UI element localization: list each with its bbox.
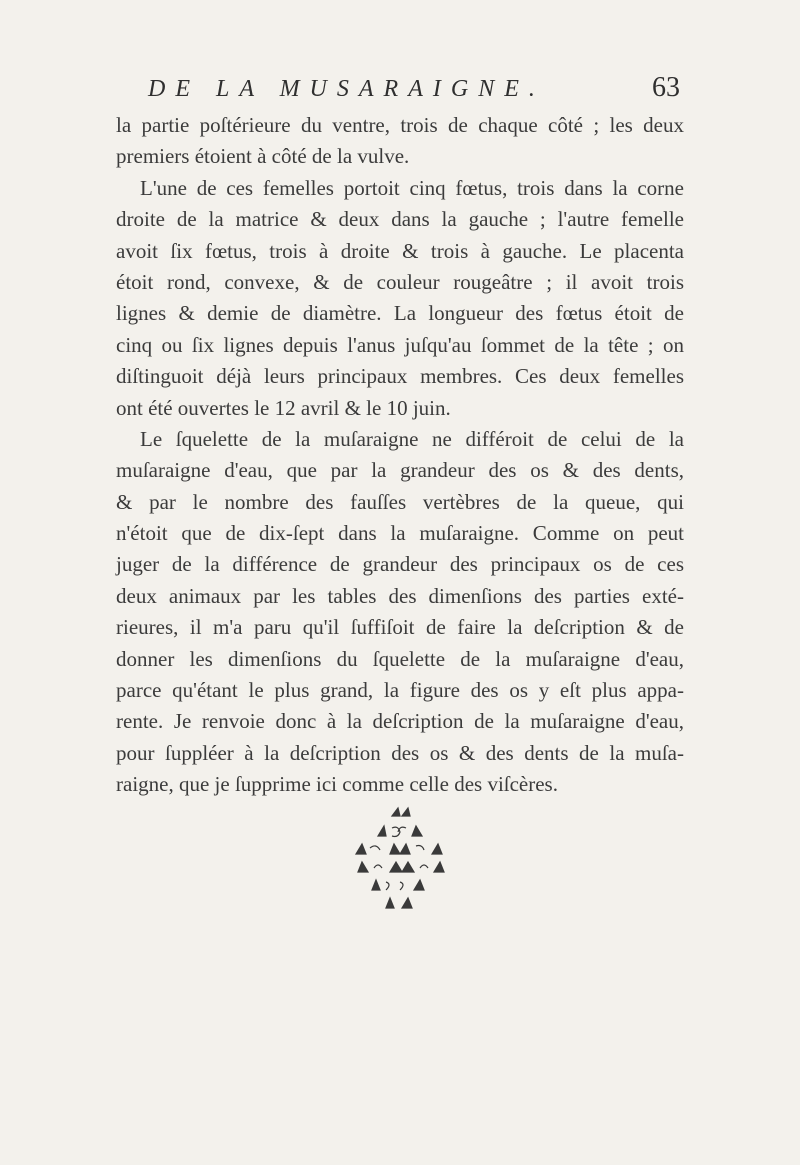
text-line: rieures, il m'a paru qu'il ſuffiſoit de faire la deſcription & de bbox=[116, 615, 684, 640]
text-line: étoit rond, convexe, & de couleur rougeâtre ; il avoit trois bbox=[116, 269, 684, 294]
text-line: ont été ouvertes le 12 avril & le 10 juin. bbox=[116, 395, 451, 420]
page-number: 63 bbox=[652, 72, 680, 103]
running-head bbox=[148, 72, 680, 112]
body-text bbox=[116, 110, 684, 801]
text-line: deux animaux par les tables des dimenſions des parties exté- bbox=[116, 583, 684, 608]
text-line: parce qu'étant le plus grand, la figure des os y eſt plus appa- bbox=[116, 678, 684, 703]
text-line: Le ſquelette de la muſaraigne ne différoit de celui de la bbox=[140, 426, 684, 451]
text-line: n'étoit que de dix-ſept dans la muſaraigne. Comme on peut bbox=[116, 521, 684, 546]
text-line: droite de la matrice & deux dans la gauche ; l'autre femelle bbox=[116, 207, 684, 232]
text-line: la partie poſtérieure du ventre, trois de chaque côté ; les deux bbox=[116, 113, 684, 137]
fleuron-ornament-icon bbox=[340, 802, 460, 912]
text-line: diſtinguoit déjà leurs principaux membres. Ces deux femelles bbox=[116, 364, 684, 389]
text-line: juger de la différence de grandeur des principaux os de ces bbox=[116, 552, 684, 577]
text-line: premiers étoient à côté de la vulve. bbox=[116, 144, 410, 169]
text-line: cinq ou ſix lignes depuis l'anus juſqu'au ſommet de la tête ; on bbox=[116, 332, 684, 357]
text-line: avoit ſix fœtus, trois à droite & trois à gauche. Le placenta bbox=[116, 238, 684, 263]
text-line: L'une de ces femelles portoit cinq fœtus, trois dans la corne bbox=[140, 175, 684, 200]
text-line: & par le nombre des fauſſes vertèbres de la queue, qui bbox=[116, 489, 684, 514]
text-line: rente. Je renvoie donc à la deſcription de la muſaraigne d'eau, bbox=[116, 709, 684, 734]
text-line: donner les dimenſions du ſquelette de la muſaraigne d'eau, bbox=[116, 646, 684, 671]
text-line: muſaraigne d'eau, que par la grandeur des os & des dents, bbox=[116, 458, 684, 483]
text-line: raigne, que je ſupprime ici comme celle des viſcères. bbox=[116, 772, 558, 797]
text-line: lignes & demie de diamètre. La longueur des fœtus étoit de bbox=[116, 301, 684, 326]
running-title: DE LA MUSARAIGNE. bbox=[148, 76, 545, 102]
text-line: pour ſuppléer à la deſcription des os & des dents de la muſa- bbox=[116, 740, 684, 765]
